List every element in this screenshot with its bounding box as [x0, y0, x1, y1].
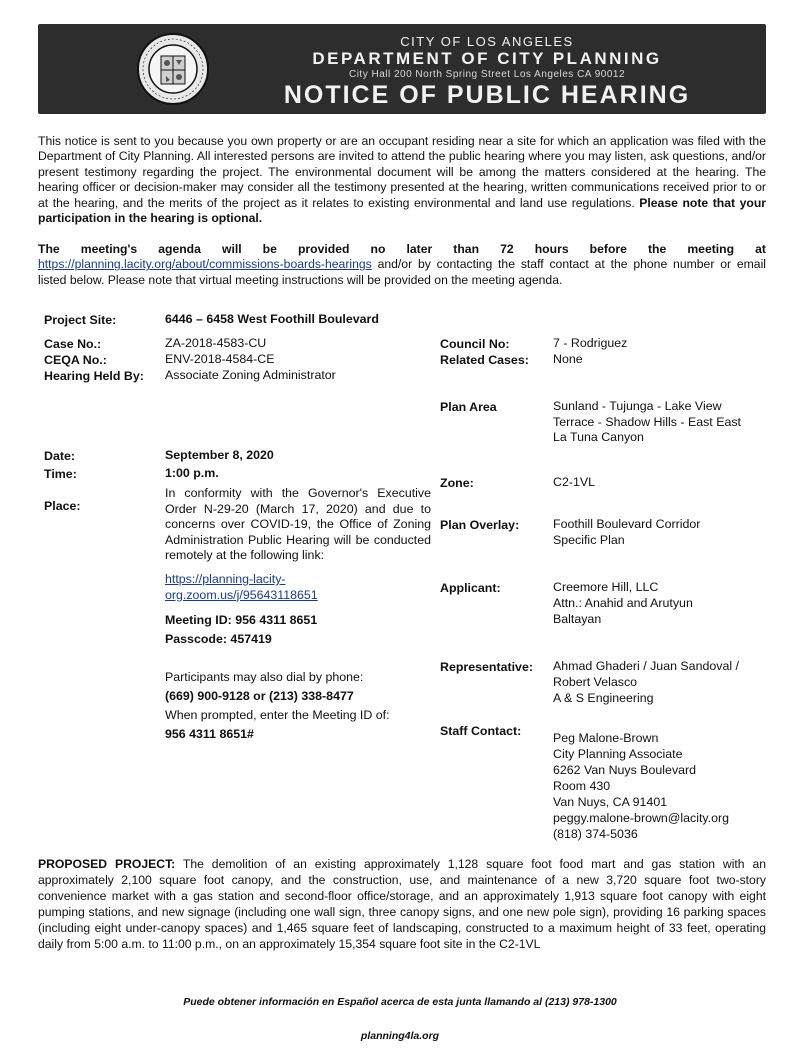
held-by-label: Hearing Held By:	[44, 369, 144, 383]
representative-firm: A & S Engineering	[553, 691, 654, 705]
project-site-value: 6446 – 6458 West Foothill Boulevard	[165, 312, 379, 326]
project-site-label: Project Site:	[44, 313, 117, 327]
plan-area-value: Sunland - Tujunga - Lake View Terrace - Shadow Hills - East East La Tuna Canyon	[553, 399, 741, 445]
staff-phone: (818) 374-5036	[553, 827, 638, 841]
applicant-name: Creemore Hill, LLC	[553, 580, 659, 594]
header-banner	[38, 24, 766, 114]
ceqa-no-value: ENV-2018-4584-CE	[165, 352, 275, 366]
staff-name: Peg Malone-Brown	[553, 731, 659, 745]
applicant-attn: Attn.: Anahid and Arutyun Baltayan	[553, 596, 693, 626]
department-name: DEPARTMENT OF CITY PLANNING	[312, 49, 662, 68]
place-value: In conformity with the Governor's Executive Order N-29-20 (March 17, 2020) and due to concerns over COVID-19, the Office of Zoning Administration Public Hearing will be conducted remotely at the following link:	[165, 486, 431, 563]
passcode: Passcode: 457419	[165, 632, 272, 646]
staff-address-3: Van Nuys, CA 91401	[553, 795, 668, 809]
time-label: Time:	[44, 467, 77, 481]
intro-text: This notice is sent to you because you own property or are an occupant residing near a site for which an application was filed with the Department of City Planning. All interested persons are invited to attend the public hearing where you may listen, ask questions, and/or present testimony regarding the project. The environmental document will be among the matters considered at the hearing. The hearing officer or decision-maker may consider all the testimony presented at the hearing, written communications received prior to or at the hearing, and the merits of the project as it relates to existing environmental and land use regulations.	[38, 134, 766, 210]
staff-contact-label: Staff Contact:	[440, 724, 522, 738]
meeting-id-dial: 956 4311 8651#	[165, 727, 254, 741]
footer-website[interactable]: planning4la.org	[360, 1030, 440, 1042]
staff-email[interactable]: peggy.malone-brown@lacity.org	[553, 811, 730, 825]
council-value: 7 - Rodriguez	[553, 336, 628, 350]
held-by-value: Associate Zoning Administrator	[165, 368, 336, 382]
agenda-paragraph	[38, 242, 766, 288]
page-title: NOTICE OF PUBLIC HEARING	[283, 81, 691, 109]
department-address: City Hall 200 North Spring Street Los Angeles CA 90012	[348, 69, 626, 80]
city-name: CITY OF LOS ANGELES	[400, 34, 574, 49]
agenda-line-1: The meeting's agenda will be provided no later than 72 hours before the meeting at	[38, 242, 766, 256]
proposed-project-text: The demolition of an existing approximately 1,128 square foot food mart and gas station with an approximately 2,100 square foot canopy, and the construction, use, and maintenance of a new 3,720 square foot two-story convenience market with a gas station and second-floor office/storage, and an approximately 1,913 square foot canopy with eight pumping stations, and new signage (including one wall sign, three canopy signs, and one new pole sign), providing 16 parking spaces (including eight under-canopy spaces) and 1,465 square feet of landscaping, constructed to a maximum height of 33 feet, operating daily from 5:00 a.m. to 11:00 p.m., on an approximately 15,354 square foot site in the C2-1VL	[38, 857, 767, 951]
plan-overlay-value: Foothill Boulevard Corridor Specific Plan	[553, 517, 701, 547]
related-cases-label: Related Cases:	[440, 353, 529, 367]
applicant-label: Applicant:	[440, 581, 501, 595]
case-no-value: ZA-2018-4583-CU	[165, 336, 267, 350]
zone-value: C2-1VL	[553, 475, 596, 489]
representative-label: Representative:	[440, 660, 533, 674]
zoom-link[interactable]: https://planning-lacity-org.zoom.us/j/95643118651	[165, 572, 318, 602]
staff-address-1: 6262 Van Nuys Boulevard	[553, 763, 697, 777]
dial-text: Participants may also dial by phone:	[165, 670, 364, 684]
related-cases-value: None	[553, 352, 583, 366]
spanish-info-note: Puede obtener información en Español acerca de esta junta llamando al (213) 978-1300	[183, 996, 617, 1008]
council-label: Council No:	[440, 337, 510, 351]
intro-paragraph	[38, 134, 766, 226]
date-label: Date:	[44, 449, 75, 463]
plan-area-label: Plan Area	[440, 400, 497, 414]
prompt-text: When prompted, enter the Meeting ID of:	[165, 708, 390, 722]
dial-phone-numbers: (669) 900-9128 or (213) 338-8477	[165, 689, 354, 703]
zone-label: Zone:	[440, 476, 474, 490]
ceqa-no-label: CEQA No.:	[44, 353, 107, 367]
proposed-project-label: PROPOSED PROJECT:	[38, 857, 176, 871]
proposed-project-paragraph	[38, 856, 766, 952]
staff-title: City Planning Associate	[553, 747, 683, 761]
staff-address-2: Room 430	[553, 779, 611, 793]
place-label: Place:	[44, 499, 81, 513]
agenda-link[interactable]: https://planning.lacity.org/about/commissions-boards-hearings	[38, 257, 372, 272]
case-no-label: Case No.:	[44, 337, 102, 351]
date-value: September 8, 2020	[165, 448, 274, 462]
meeting-id: Meeting ID: 956 4311 8651	[165, 613, 318, 627]
intro-bold-note: Please note that your participation in the hearing is optional.	[38, 195, 767, 226]
time-value: 1:00 p.m.	[165, 466, 219, 480]
plan-overlay-label: Plan Overlay:	[440, 518, 520, 532]
representative-names: Ahmad Ghaderi / Juan Sandoval / Robert Velasco	[553, 659, 739, 689]
agenda-text-2: and/or by contacting the staff contact at the phone number or email listed below. Please note that virtual meeting instructions will be provided on the meeting agenda.	[38, 257, 766, 287]
city-seal-icon	[136, 32, 210, 106]
